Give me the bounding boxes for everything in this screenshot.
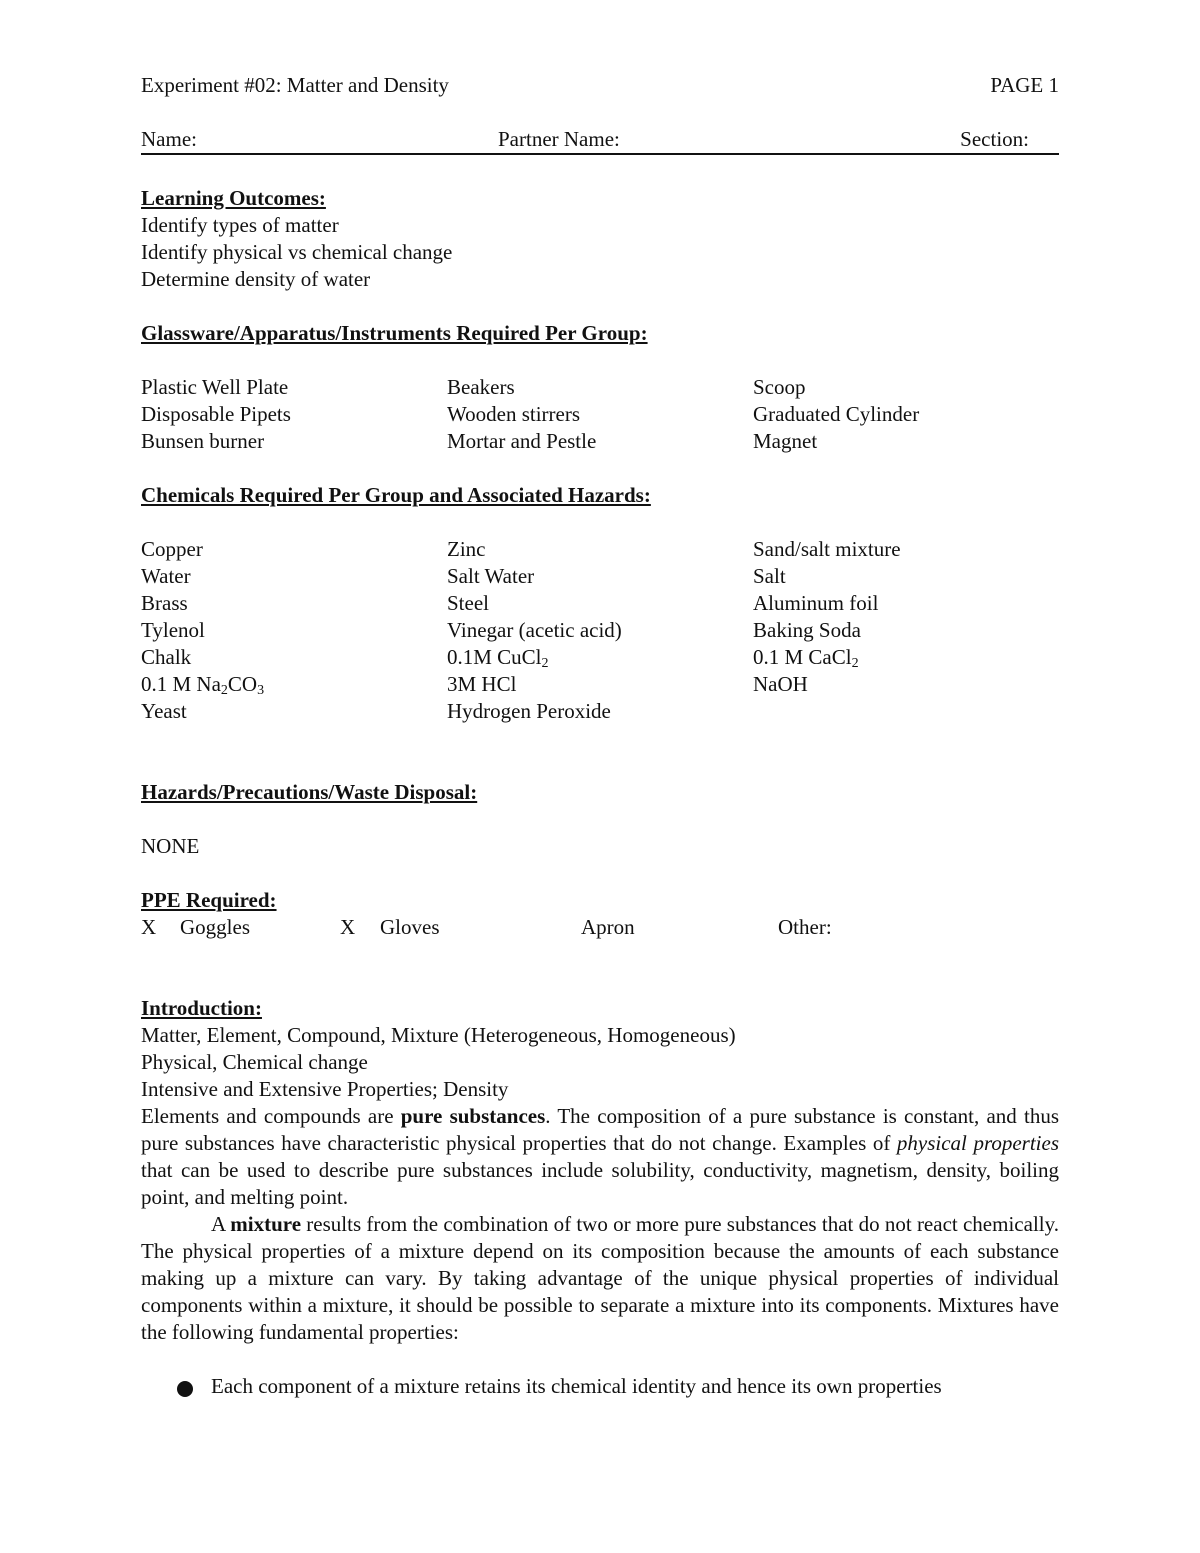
glassware-item: Scoop [753, 375, 806, 399]
intro-paragraph-1: Elements and compounds are pure substances. The composition of a pure substance is constant, and thus pure substances have characteristic physical properties that do not change. Examples of physical properties that can be used to describe pure substances include solubility, conductivity, magnetism, density, boiling point, and melting point. [141, 1104, 1060, 1209]
glassware-list [141, 374, 1059, 455]
hazards-value: NONE [141, 834, 200, 858]
chemical-item: NaOH [753, 672, 808, 696]
learning-outcomes-heading: Learning Outcomes: [141, 186, 326, 210]
experiment-title: Experiment #02: Matter and Density [141, 73, 449, 97]
introduction-heading: Introduction: [141, 996, 262, 1020]
glassware-item: Plastic Well Plate [141, 375, 289, 399]
gloves-label: Gloves [380, 915, 440, 939]
page-number: PAGE 1 [990, 73, 1059, 97]
chemical-item-cacl2: 0.1 M CaCl$_2$ [753, 645, 859, 671]
chemical-item: Yeast [141, 699, 187, 723]
hazards-section [141, 779, 1059, 860]
chemical-item: Hydrogen Peroxide [447, 699, 611, 723]
intro-line: Matter, Element, Compound, Mixture (Heterogeneous, Homogeneous) [141, 1023, 736, 1047]
intro-paragraph-2: A mixture results from the combination of two or more pure substances that do not react chemically. The physical properties of a mixture depend on its composition because the amounts of each substance making up a mixture can vary. By taking advantage of the unique physical properties of individual components within a mixture, it should be possible to separate a mixture into its components. Mixtures have the following fundamental properties: [141, 1212, 1059, 1344]
chemicals-section [141, 482, 1059, 725]
chemical-item: Copper [141, 537, 203, 561]
bullet-item [141, 1373, 1059, 1400]
goggles-label: Goggles [180, 915, 250, 939]
outcome-item: Identify types of matter [141, 213, 339, 237]
chemical-item: Vinegar (acetic acid) [447, 618, 622, 642]
glassware-item: Disposable Pipets [141, 402, 291, 426]
chemicals-heading: Chemicals Required Per Group and Associated Hazards: [141, 483, 651, 507]
apron-label: Apron [581, 915, 635, 939]
glassware-section [141, 320, 1059, 455]
bullet-text: Each component of a mixture retains its chemical identity and hence its own properties [211, 1374, 942, 1398]
other-label: Other: [778, 915, 832, 939]
chemical-item-cucl2: 0.1M CuCl$_2$ [447, 645, 549, 671]
chemicals-list [141, 536, 1059, 725]
chemical-item: Tylenol [141, 618, 205, 642]
glassware-item: Magnet [753, 429, 818, 453]
chemical-item: Zinc [447, 537, 486, 561]
chemical-item: Chalk [141, 645, 192, 669]
glassware-heading: Glassware/Apparatus/Instruments Required Per Group: [141, 321, 648, 345]
partner-name-label: Partner Name: [498, 127, 620, 151]
name-line [141, 126, 1059, 155]
chemical-item: Steel [447, 591, 489, 615]
chemical-item: Water [141, 564, 191, 588]
bullet-icon [177, 1381, 193, 1397]
chemical-item: Aluminum foil [753, 591, 879, 615]
chemical-item: Salt [753, 564, 786, 588]
goggles-checkmark: X [141, 915, 157, 939]
page-header [141, 72, 1059, 99]
intro-line: Physical, Chemical change [141, 1050, 368, 1074]
ppe-section [141, 887, 1059, 941]
name-label: Name: [141, 127, 197, 151]
gloves-checkmark: X [340, 915, 356, 939]
intro-line: Intensive and Extensive Properties; Density [141, 1077, 509, 1101]
section-label: Section: [960, 127, 1029, 151]
outcome-item: Determine density of water [141, 267, 371, 291]
hazards-heading: Hazards/Precautions/Waste Disposal: [141, 780, 478, 804]
ppe-options [141, 914, 1059, 941]
glassware-item: Bunsen burner [141, 429, 265, 453]
introduction-section [141, 995, 1059, 1400]
chemical-item: 3M HCl [447, 672, 517, 696]
chemical-item-na2co3: 0.1 M $Na_2CO_3$ [141, 672, 265, 698]
glassware-item: Graduated Cylinder [753, 402, 920, 426]
ppe-heading: PPE Required: [141, 888, 277, 912]
document-page [141, 72, 1059, 1400]
glassware-item: Wooden stirrers [447, 402, 581, 426]
learning-outcomes-section [141, 185, 1059, 293]
chemical-item: Brass [141, 591, 188, 615]
chemical-item: Salt Water [447, 564, 535, 588]
outcome-item: Identify physical vs chemical change [141, 240, 453, 264]
glassware-item: Mortar and Pestle [447, 429, 597, 453]
chemical-item [753, 698, 1059, 725]
chemical-item: Baking Soda [753, 618, 861, 642]
chemical-item: Sand/salt mixture [753, 537, 901, 561]
glassware-item: Beakers [447, 375, 515, 399]
